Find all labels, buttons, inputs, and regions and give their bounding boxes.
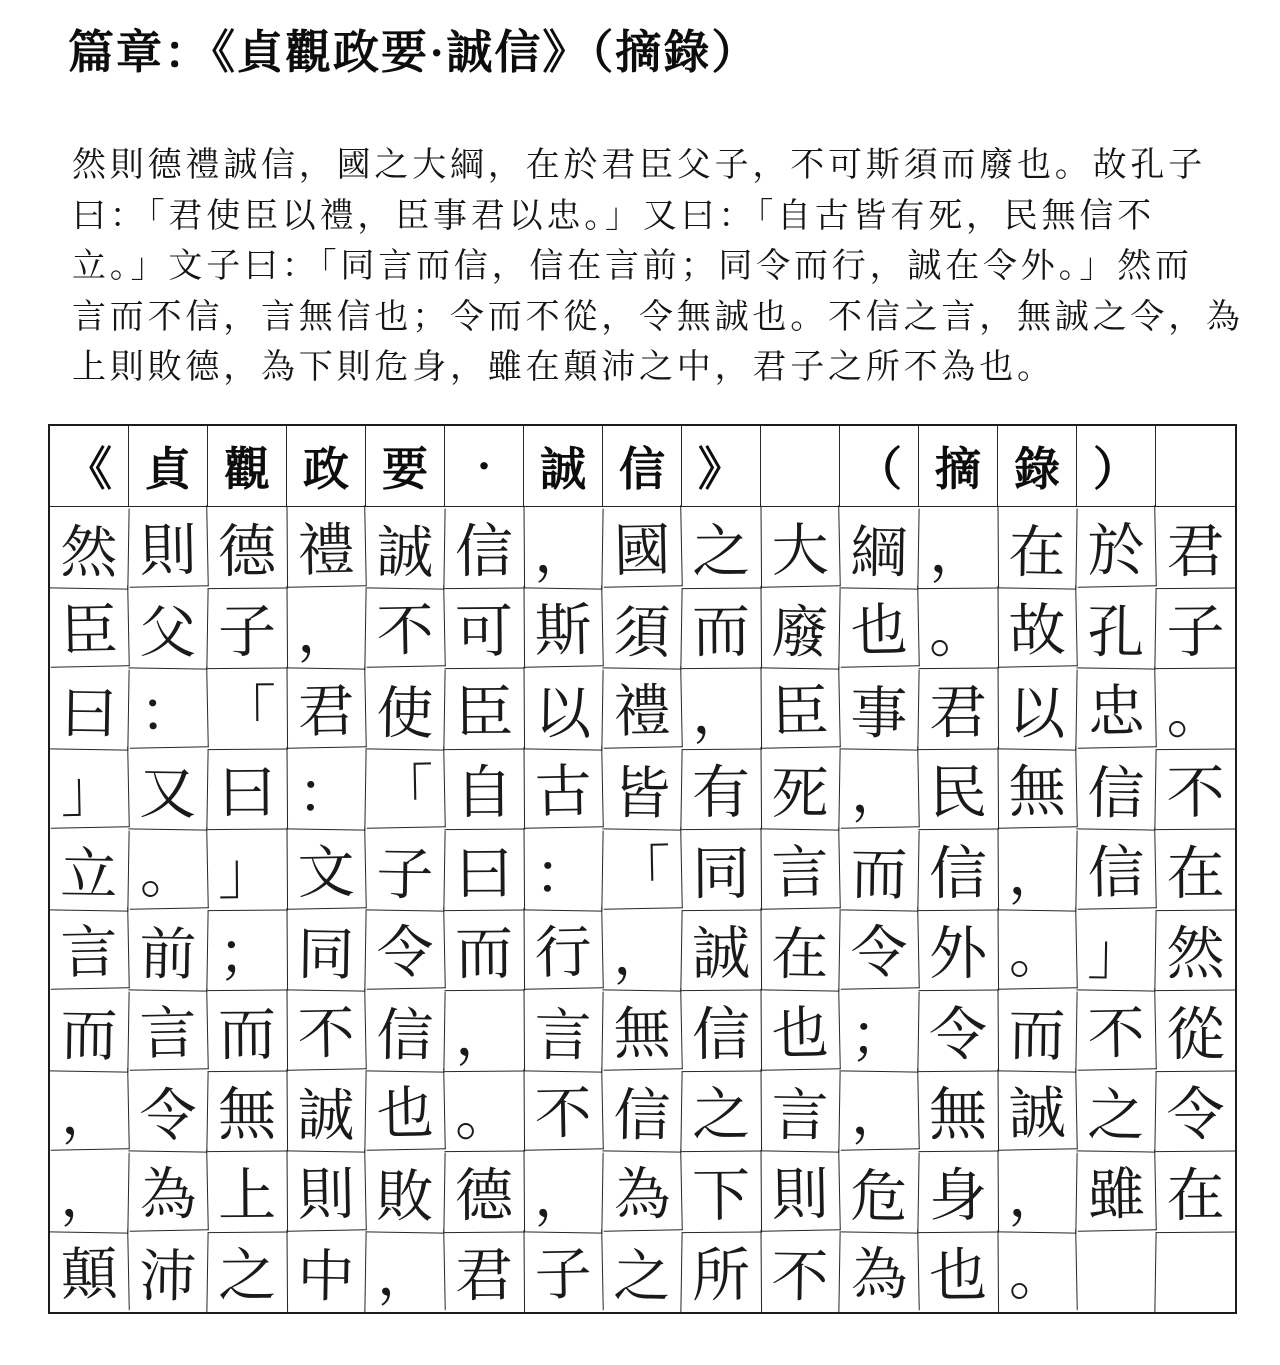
grid-cell: 信 xyxy=(681,988,762,1071)
grid-cell: 無 xyxy=(602,988,683,1070)
grid-cell: 從 xyxy=(1155,988,1236,1071)
grid-cell: 言 xyxy=(760,827,841,909)
grid-cell: 於 xyxy=(1076,505,1157,587)
grid-cell: 誠 xyxy=(286,1070,366,1152)
grid-cell: 須 xyxy=(602,587,682,669)
grid-header-cell: 誠 xyxy=(524,426,603,507)
grid-cell: 。 xyxy=(1155,666,1236,749)
grid-cell: 在 xyxy=(1155,1149,1236,1232)
grid-cell: 外 xyxy=(918,908,999,991)
grid-cell: 為 xyxy=(839,1229,920,1311)
grid-cell: 」 xyxy=(207,827,288,910)
grid-cell: 在 xyxy=(760,909,840,991)
grid-cell: 臣 xyxy=(760,666,841,748)
grid-cell: ， xyxy=(602,909,682,991)
grid-cell: 也 xyxy=(918,1230,999,1313)
grid-cell: 在 xyxy=(1155,827,1236,910)
grid-cell xyxy=(1155,1230,1236,1313)
grid-cell: 沛 xyxy=(128,1231,208,1313)
grid-cell: 而 xyxy=(839,829,919,911)
grid-cell: ， xyxy=(444,988,525,1071)
grid-cell: 所 xyxy=(681,1230,762,1313)
grid-cell: ， xyxy=(523,507,603,589)
grid-cell: 也 xyxy=(839,585,920,667)
grid-cell: 言 xyxy=(760,1070,840,1152)
grid-cell: 死 xyxy=(760,748,840,830)
grid-cell: 臣 xyxy=(49,585,130,667)
grid-cell: 之 xyxy=(681,1069,762,1152)
grid-cell: 中 xyxy=(286,1231,366,1313)
grid-cell: 孔 xyxy=(1076,587,1156,669)
grid-cell: 則 xyxy=(128,505,209,587)
grid-cell: 以 xyxy=(523,668,603,750)
paragraph-line: 立。」文子曰：「同言而信，信在言前；同令而行，誠在令外。」然而 xyxy=(72,248,1193,285)
grid-cell: 雖 xyxy=(1076,1149,1157,1231)
grid-header-cell: ） xyxy=(1077,426,1156,507)
grid-cell: 也 xyxy=(760,988,841,1070)
grid-cell: 。 xyxy=(444,1069,525,1152)
grid-header-cell xyxy=(761,426,840,507)
grid-cell: 言 xyxy=(523,990,603,1072)
grid-header-cell: 》 xyxy=(682,426,761,507)
grid-header-cell: 要 xyxy=(366,426,445,507)
grid-cell: 言 xyxy=(49,907,130,989)
grid-cell: 以 xyxy=(997,668,1077,750)
grid-cell: ： xyxy=(523,829,603,911)
grid-cell: ： xyxy=(286,748,366,830)
grid-cell: 大 xyxy=(760,505,841,587)
grid-cell: 然 xyxy=(1155,908,1236,991)
grid-cell: 也 xyxy=(365,1068,446,1150)
grid-cell: 則 xyxy=(286,1149,367,1231)
grid-cell: 言 xyxy=(128,988,209,1070)
grid-header-cell: 信 xyxy=(603,426,682,507)
grid-cell: 信 xyxy=(1076,748,1156,830)
grid-cell: ， xyxy=(681,666,762,749)
grid-cell: 君 xyxy=(286,666,367,748)
grid-cell: 信 xyxy=(365,990,445,1072)
grid-cell: ， xyxy=(997,1151,1077,1233)
grid-cell: 為 xyxy=(602,1149,683,1231)
grid-cell: 父 xyxy=(128,587,208,669)
grid-cell: ； xyxy=(839,990,919,1072)
grid-cell: 」 xyxy=(1076,909,1156,991)
grid-cell: 曰 xyxy=(49,668,129,750)
grid-cell: 」 xyxy=(49,746,130,828)
grid-cell: 之 xyxy=(1076,1070,1156,1152)
grid-cell: 曰 xyxy=(207,747,288,830)
grid-cell: 「 xyxy=(602,827,683,909)
grid-cell: 信 xyxy=(602,1070,682,1152)
grid-cell: 同 xyxy=(681,827,762,910)
grid-cell: 禮 xyxy=(602,666,683,748)
body-paragraph xyxy=(72,141,1242,394)
grid-header-cell: 觀 xyxy=(208,426,287,507)
paragraph-line: 然則德禮誠信，國之大綱，在於君臣父子，不可斯須而廢也。故孔子 xyxy=(72,147,1206,184)
grid-cell: 不 xyxy=(523,1068,604,1150)
grid-cell: 而 xyxy=(207,988,288,1071)
grid-cell: 可 xyxy=(444,586,525,669)
grid-cell: ， xyxy=(365,1229,446,1311)
grid-cell: ， xyxy=(49,1068,130,1150)
grid-cell: 為 xyxy=(128,1149,209,1231)
grid-header-cell: （ xyxy=(840,426,919,507)
grid-cell: 斯 xyxy=(523,585,604,667)
grid-cell: 令 xyxy=(918,988,999,1071)
grid-header-cell: 摘 xyxy=(919,426,998,507)
grid-cell: 信 xyxy=(1076,827,1157,909)
grid-cell: ， xyxy=(839,1068,920,1150)
grid-cell: 有 xyxy=(681,747,762,830)
grid-cell: 「 xyxy=(365,746,446,828)
grid-cell: 令 xyxy=(839,907,920,989)
grid-cell: 君 xyxy=(444,1230,525,1313)
grid-cell: 又 xyxy=(128,748,208,830)
grid-cell: 。 xyxy=(997,1229,1078,1311)
grid-cell: 無 xyxy=(918,1069,999,1152)
grid-cell xyxy=(1076,1231,1156,1313)
practice-grid xyxy=(48,424,1237,1314)
grid-header-cell: 錄 xyxy=(998,426,1077,507)
page-title: 篇章：《貞觀政要·誠信》（摘錄） xyxy=(68,27,760,78)
grid-cell: ； xyxy=(207,908,288,991)
grid-cell: 子 xyxy=(1155,586,1236,669)
grid-cell: 無 xyxy=(207,1069,288,1152)
grid-cell: 使 xyxy=(365,668,445,750)
grid-header-cell xyxy=(1156,426,1235,507)
grid-cell: 民 xyxy=(918,747,999,830)
grid-cell: ， xyxy=(997,829,1077,911)
grid-cell: 敗 xyxy=(365,1151,445,1233)
grid-cell: 禮 xyxy=(286,505,367,587)
grid-cell: 文 xyxy=(286,827,367,909)
grid-cell: 然 xyxy=(49,507,129,589)
grid-cell: 身 xyxy=(918,1149,999,1232)
grid-cell: 誠 xyxy=(997,1068,1078,1150)
grid-cell: 忠 xyxy=(1076,666,1157,748)
grid-header-cell: 貞 xyxy=(129,426,208,507)
grid-cell: 不 xyxy=(286,988,367,1070)
grid-cell: 之 xyxy=(207,1230,288,1313)
grid-cell: 令 xyxy=(1155,1069,1236,1152)
grid-header-cell: · xyxy=(445,426,524,507)
grid-cell: 之 xyxy=(681,505,762,588)
grid-cell: 。 xyxy=(997,907,1078,989)
grid-cell: 國 xyxy=(602,505,683,587)
grid-cell: 古 xyxy=(523,746,604,828)
grid-cell: 故 xyxy=(997,585,1078,667)
grid-cell: 子 xyxy=(523,1229,604,1311)
grid-cell: 而 xyxy=(997,990,1077,1072)
grid-cell: 德 xyxy=(207,505,288,588)
grid-cell: 同 xyxy=(286,909,366,991)
grid-cell: 誠 xyxy=(681,908,762,991)
grid-cell: 皆 xyxy=(602,748,682,830)
grid-cell: 而 xyxy=(444,908,525,991)
grid-cell: ， xyxy=(286,587,366,669)
grid-cell: 綱 xyxy=(839,507,919,589)
grid-cell: 廢 xyxy=(760,587,840,669)
paragraph-line: 曰：「君使臣以禮，臣事君以忠。」又曰：「自古皆有死，民無信不 xyxy=(72,197,1155,235)
grid-cell: 臣 xyxy=(444,666,525,749)
grid-cell: 君 xyxy=(918,666,999,749)
grid-cell: ： xyxy=(128,666,209,748)
grid-cell: ， xyxy=(523,1151,603,1233)
grid-cell: 自 xyxy=(444,747,525,830)
grid-cell: 不 xyxy=(1076,988,1157,1070)
grid-cell: 而 xyxy=(49,990,129,1072)
grid-cell: 不 xyxy=(365,585,446,667)
grid-cell: 危 xyxy=(839,1151,919,1233)
grid-cell: 前 xyxy=(128,909,208,991)
grid-cell: 顛 xyxy=(49,1229,130,1311)
grid-cell: 事 xyxy=(839,668,919,750)
grid-cell: 立 xyxy=(49,829,129,911)
grid-cell: 。 xyxy=(128,827,209,909)
grid-cell: 上 xyxy=(207,1149,288,1232)
grid-cell: 。 xyxy=(918,586,999,669)
grid-cell: 不 xyxy=(1155,747,1236,830)
grid-cell: 下 xyxy=(681,1149,762,1232)
grid-header-cell: 政 xyxy=(287,426,366,507)
paragraph-line: 上則敗德，為下則危身，雖在顛沛之中，君子之所不為也。 xyxy=(72,349,1055,386)
grid-cell: 信 xyxy=(918,827,999,910)
grid-cell: 不 xyxy=(760,1231,840,1313)
grid-cell: 則 xyxy=(760,1149,841,1231)
grid-cell: 行 xyxy=(523,907,604,989)
grid-cell: 在 xyxy=(997,507,1077,589)
grid-cell: 子 xyxy=(207,586,288,669)
grid-cell: 令 xyxy=(128,1070,208,1152)
grid-cell: 誠 xyxy=(365,507,445,589)
paragraph-line: 言而不信，言無信也；令而不從，令無誠也。不信之言，無誠之令，為 xyxy=(72,298,1244,336)
grid-cell: 曰 xyxy=(444,827,525,910)
grid-cell: 令 xyxy=(365,907,446,989)
grid-cell: ， xyxy=(49,1151,129,1233)
grid-cell: 子 xyxy=(365,829,445,911)
grid-cell: 「 xyxy=(207,666,288,749)
grid-cell: 而 xyxy=(681,586,762,669)
grid-cell: 信 xyxy=(444,505,525,588)
grid-cell: 無 xyxy=(997,746,1078,828)
grid-cell: 德 xyxy=(444,1149,525,1232)
grid-cell: 之 xyxy=(602,1231,682,1313)
grid-cell: ， xyxy=(918,505,999,588)
grid-cell: ， xyxy=(839,746,920,828)
grid-cell: 君 xyxy=(1155,505,1236,588)
grid-header-cell: 《 xyxy=(50,426,129,507)
